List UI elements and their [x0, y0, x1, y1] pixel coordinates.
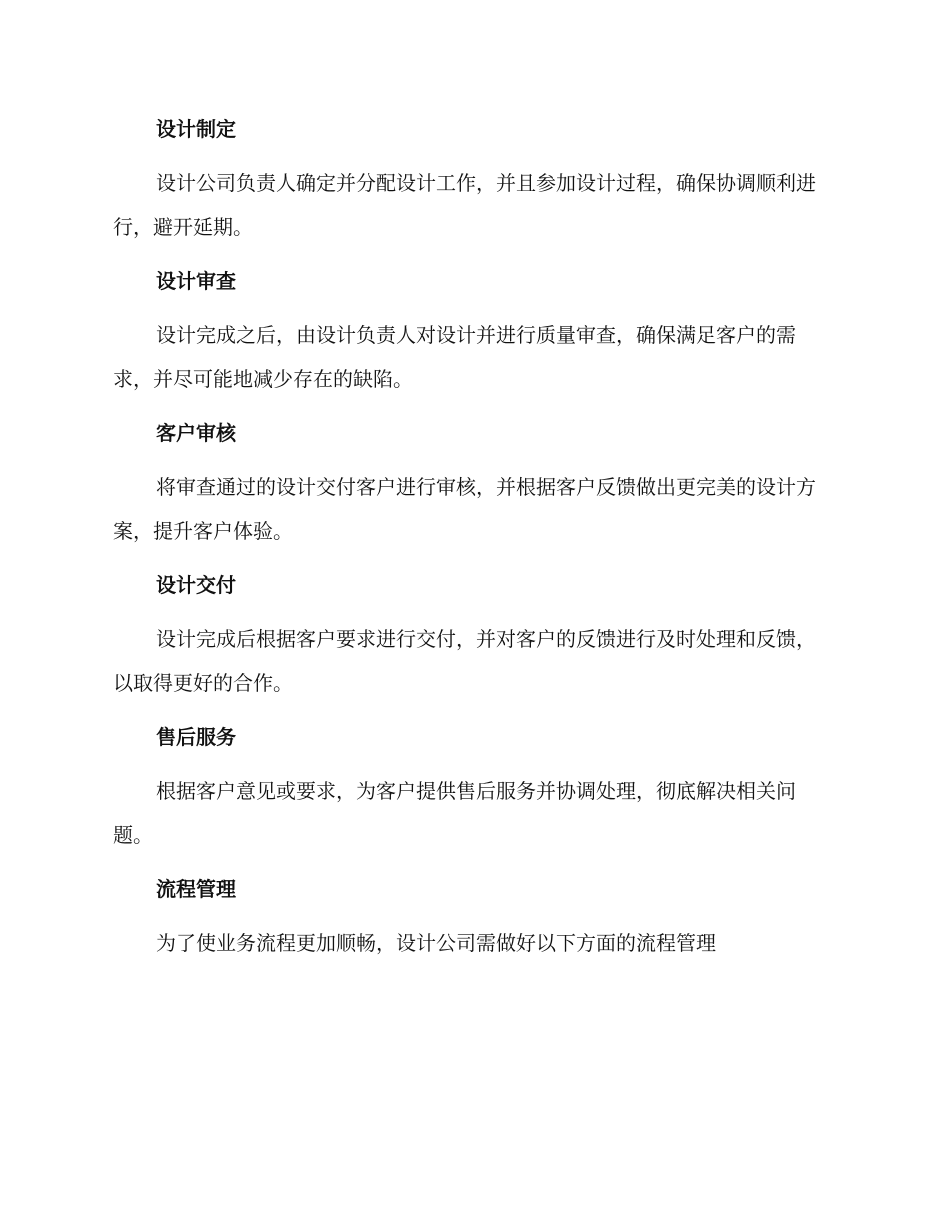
section-heading: 流程管理 [156, 877, 236, 901]
section-heading: 售后服务 [156, 725, 236, 749]
section-design-review [113, 264, 833, 401]
section-body: 设计完成之后，由设计负责人对设计并进行质量审查，确保满足客户的需求，并尽可能地减少存在的缺陷。 [113, 323, 796, 391]
section-body: 将审查通过的设计交付客户进行审核，并根据客户反馈做出更完美的设计方案，提升客户体验。 [113, 475, 816, 543]
section-process-management [113, 872, 833, 965]
section-heading: 客户审核 [156, 421, 236, 445]
section-heading: 设计交付 [156, 573, 236, 597]
section-after-sales [113, 720, 833, 857]
document-content [113, 112, 833, 980]
section-heading: 设计审查 [156, 269, 236, 293]
section-design-formulation [113, 112, 833, 249]
section-design-delivery [113, 568, 833, 705]
section-body: 根据客户意见或要求，为客户提供售后服务并协调处理，彻底解决相关问题。 [113, 779, 796, 847]
section-body: 为了使业务流程更加顺畅，设计公司需做好以下方面的流程管理 [156, 931, 716, 955]
section-customer-review [113, 416, 833, 553]
section-heading: 设计制定 [156, 117, 236, 141]
section-body: 设计公司负责人确定并分配设计工作，并且参加设计过程，确保协调顺利进行，避开延期。 [113, 171, 816, 239]
section-body: 设计完成后根据客户要求进行交付，并对客户的反馈进行及时处理和反馈，以取得更好的合作。 [113, 627, 816, 695]
